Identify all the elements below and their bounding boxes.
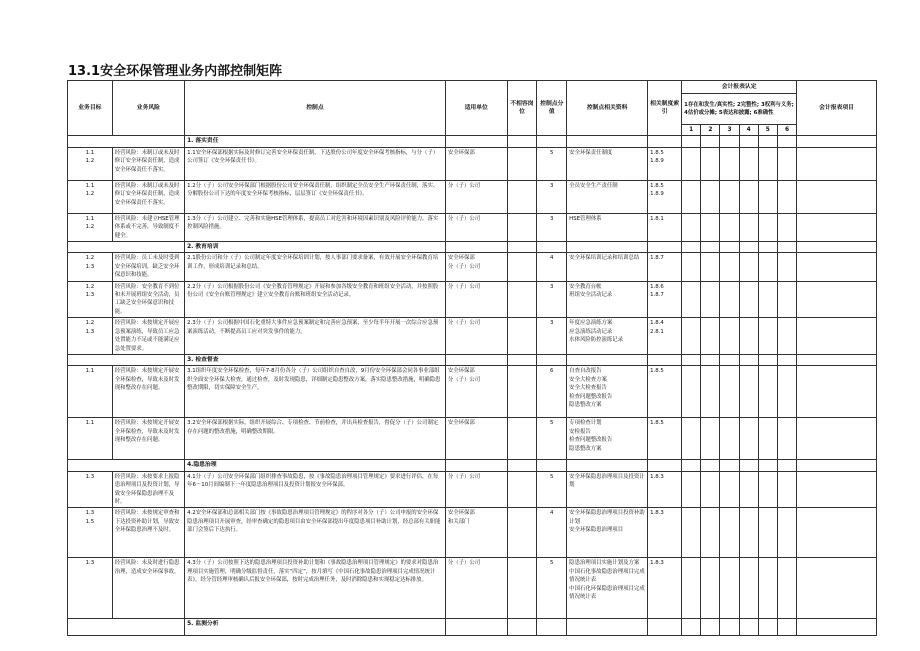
control-cell: 1.2分（子）公司安全环保部门根据股份公司安全环保责任制，组织制定全员安全生产环保责任制，落实、分解股份公司下达的年度安全环保考核指标，层层签订《安全环保责任书》。: [185, 180, 446, 213]
accounting-col-1: 1: [682, 125, 701, 136]
section-spacer: [68, 354, 185, 365]
accounting-check-cell: [682, 213, 701, 241]
materials-cell: 全员安全生产责任制: [567, 180, 648, 213]
accounting-check-cell: [701, 180, 720, 213]
accounting-check-cell: [720, 180, 739, 213]
empty-cell: [537, 460, 567, 471]
accounting-check-cell: [701, 508, 720, 558]
accounting-check-cell: [720, 508, 739, 558]
risk-cell: 经营风险：未按要求上报隐患治理项目及投资计划，导致安全环保隐患治理不及时。: [112, 471, 184, 508]
accounting-check-cell: [777, 318, 796, 355]
accounting-check-cell: [777, 281, 796, 318]
accounting-check-cell: [777, 253, 796, 281]
accounting-check-cell: [682, 508, 701, 558]
table-row: [68, 253, 877, 281]
goal-cell: 1.2 1.3: [68, 318, 113, 355]
accounting-check-cell: [701, 471, 720, 508]
empty-cell: [537, 136, 567, 147]
empty-cell: [777, 354, 796, 365]
empty-cell: [758, 354, 777, 365]
incompatible-cell: [507, 366, 537, 418]
header-goal: 业务目标: [68, 81, 113, 136]
empty-cell: [648, 354, 682, 365]
accounting-check-cell: [682, 281, 701, 318]
empty-cell: [720, 242, 739, 253]
empty-cell: [758, 460, 777, 471]
accounting-check-cell: [739, 281, 758, 318]
empty-cell: [701, 136, 720, 147]
goal-cell: 1.3 1.5: [68, 508, 113, 558]
goal-cell: 1.1 1.2: [68, 213, 113, 241]
accounting-check-cell: [720, 366, 739, 418]
header-unit: 适用单位: [445, 81, 507, 136]
risk-cell: 经营风险：未按规定开展安全环保检查，导致未及时发现和整改存在问题。: [112, 418, 184, 460]
unit-cell: 安全环保部: [445, 418, 507, 460]
empty-cell: [648, 460, 682, 471]
empty-cell: [758, 619, 777, 636]
section-title: 5. 监测分析: [185, 619, 446, 636]
accounting-col-3: 3: [720, 125, 739, 136]
empty-cell: [537, 242, 567, 253]
materials-cell: 安全教育台帐 班组安全活动记录: [567, 281, 648, 318]
accounting-check-cell: [701, 253, 720, 281]
incompatible-cell: [507, 213, 537, 241]
empty-cell: [720, 619, 739, 636]
empty-cell: [445, 136, 507, 147]
materials-cell: 安全环保隐患治理项目及投资计划: [567, 471, 648, 508]
empty-cell: [507, 242, 537, 253]
accounting-check-cell: [720, 558, 739, 619]
accounting-check-cell: [758, 418, 777, 460]
accounting-check-cell: [739, 180, 758, 213]
report-item-cell: [797, 558, 877, 619]
score-cell: 3: [537, 281, 567, 318]
accounting-check-cell: [682, 418, 701, 460]
accounting-check-cell: [758, 366, 777, 418]
index-cell: 1.8.5 1.8.9: [648, 180, 682, 213]
risk-cell: 经营风险：员工未及时受到安全环保培训，缺乏安全环保意识和技能。: [112, 253, 184, 281]
accounting-check-cell: [777, 213, 796, 241]
empty-cell: [648, 136, 682, 147]
accounting-col-5: 5: [758, 125, 777, 136]
accounting-check-cell: [758, 281, 777, 318]
header-report-item: 会计报表项目: [797, 81, 877, 136]
section-row: [68, 136, 877, 147]
report-item-cell: [797, 213, 877, 241]
accounting-check-cell: [758, 318, 777, 355]
materials-cell: 安全环保隐患治理项目投资补助计划 安全环保隐患治理项目: [567, 508, 648, 558]
accounting-check-cell: [682, 366, 701, 418]
empty-cell: [445, 354, 507, 365]
accounting-check-cell: [701, 558, 720, 619]
empty-cell: [797, 619, 877, 636]
report-item-cell: [797, 253, 877, 281]
accounting-check-cell: [701, 418, 720, 460]
report-item-cell: [797, 366, 877, 418]
empty-cell: [537, 619, 567, 636]
report-item-cell: [797, 281, 877, 318]
empty-cell: [720, 460, 739, 471]
empty-cell: [739, 242, 758, 253]
report-item-cell: [797, 418, 877, 460]
empty-cell: [567, 619, 648, 636]
goal-cell: 1.1 1.2: [68, 180, 113, 213]
section-title: 1. 落实责任: [185, 136, 446, 147]
table-row: [68, 471, 877, 508]
accounting-check-cell: [777, 147, 796, 180]
control-matrix-table: [67, 80, 877, 636]
accounting-check-cell: [777, 558, 796, 619]
empty-cell: [777, 242, 796, 253]
incompatible-cell: [507, 558, 537, 619]
accounting-check-cell: [739, 147, 758, 180]
risk-cell: 经营风险：未制订或未及时修订安全环保责任制，造成安全环保责任不落实。: [112, 147, 184, 180]
incompatible-cell: [507, 508, 537, 558]
section-title: 4.隐患治理: [185, 460, 446, 471]
accounting-check-cell: [777, 471, 796, 508]
empty-cell: [701, 242, 720, 253]
table-row: [68, 318, 877, 355]
index-cell: 1.8.6 1.8.7: [648, 281, 682, 318]
empty-cell: [445, 242, 507, 253]
header-materials: 控制点相关资料: [567, 81, 648, 136]
accounting-check-cell: [701, 213, 720, 241]
section-spacer: [68, 242, 185, 253]
empty-cell: [758, 136, 777, 147]
score-cell: 6: [537, 366, 567, 418]
table-row: [68, 366, 877, 418]
empty-cell: [701, 619, 720, 636]
empty-cell: [507, 460, 537, 471]
empty-cell: [777, 136, 796, 147]
accounting-check-cell: [739, 366, 758, 418]
report-item-cell: [797, 508, 877, 558]
accounting-check-cell: [758, 253, 777, 281]
incompatible-cell: [507, 471, 537, 508]
table-row: [68, 213, 877, 241]
empty-cell: [739, 136, 758, 147]
empty-cell: [648, 619, 682, 636]
control-cell: 2.3分（子）公司根据中国石化重特大事件应急预案制定和完善应急预案，至少每半年开展一次综合应急预案演练活动，不断提高员工应对突发事件的能力。: [185, 318, 446, 355]
unit-cell: 安全环保部 和关部门: [445, 508, 507, 558]
accounting-check-cell: [720, 213, 739, 241]
header-accounting: 会计报表认定: [682, 81, 797, 94]
section-row: [68, 619, 877, 636]
accounting-check-cell: [758, 471, 777, 508]
accounting-check-cell: [739, 558, 758, 619]
empty-cell: [739, 619, 758, 636]
accounting-check-cell: [682, 180, 701, 213]
unit-cell: 分（子）公司: [445, 471, 507, 508]
matrix-body: [68, 136, 877, 636]
accounting-check-cell: [758, 213, 777, 241]
table-row: [68, 180, 877, 213]
accounting-check-cell: [701, 281, 720, 318]
unit-cell: 分（子）公司: [445, 558, 507, 619]
risk-cell: 经营风险：未及时进行隐患治理，造成安全环保事故。: [112, 558, 184, 619]
materials-cell: 安全环保培训记录和培训总结: [567, 253, 648, 281]
unit-cell: 分（子）公司: [445, 213, 507, 241]
score-cell: 3: [537, 180, 567, 213]
accounting-check-cell: [758, 180, 777, 213]
table-row: [68, 281, 877, 318]
index-cell: 1.8.7: [648, 253, 682, 281]
section-spacer: [68, 460, 185, 471]
header-index: 相关制度索引: [648, 81, 682, 136]
empty-cell: [758, 242, 777, 253]
incompatible-cell: [507, 418, 537, 460]
empty-cell: [445, 460, 507, 471]
empty-cell: [537, 354, 567, 365]
score-cell: 5: [537, 558, 567, 619]
accounting-check-cell: [720, 281, 739, 318]
index-cell: 1.8.5 1.8.9: [648, 147, 682, 180]
unit-cell: 安全环保部 分（子）公司: [445, 366, 507, 418]
empty-cell: [507, 354, 537, 365]
score-cell: 3: [537, 213, 567, 241]
empty-cell: [567, 136, 648, 147]
accounting-check-cell: [758, 558, 777, 619]
accounting-check-cell: [720, 253, 739, 281]
report-item-cell: [797, 471, 877, 508]
accounting-check-cell: [682, 471, 701, 508]
goal-cell: 1.1: [68, 366, 113, 418]
materials-cell: 安全环保责任制度: [567, 147, 648, 180]
section-title: 2. 教育培训: [185, 242, 446, 253]
section-row: [68, 354, 877, 365]
section-row: [68, 242, 877, 253]
table-row: [68, 558, 877, 619]
score-cell: 5: [537, 471, 567, 508]
accounting-col-6: 6: [777, 125, 796, 136]
empty-cell: [567, 242, 648, 253]
control-cell: 1.3分（子）公司建立、完善和实施HSE管理体系，提高员工对危害和环境因素识别及风险评价能力，落实控制风险措施。: [185, 213, 446, 241]
index-cell: 1.8.3: [648, 471, 682, 508]
goal-cell: 1.2 1.3: [68, 253, 113, 281]
control-cell: 3.2安全环保部根据实际，组织开展综合、专项检查、节前检查，并出具检查报告，督促分（子）公司制定存在问题的整改措施，明确整改期限。: [185, 418, 446, 460]
header-accounting-desc: 1存在和发生/真实性; 2完整性; 3权利与义务; 4估价或分摊; 5表达和披露; 6准确性: [682, 94, 797, 125]
unit-cell: 分（子）公司: [445, 318, 507, 355]
goal-cell: 1.3: [68, 471, 113, 508]
table-row: [68, 147, 877, 180]
risk-cell: 经营风险：未制订或未及时修订安全环保责任制，造成安全环保责任不落实。: [112, 180, 184, 213]
risk-cell: 经营风险：未按规定开展应急预案演练，导致员工应急处置能力不足或不能满足应急处置要求。: [112, 318, 184, 355]
report-item-cell: [797, 318, 877, 355]
empty-cell: [648, 242, 682, 253]
accounting-check-cell: [682, 558, 701, 619]
accounting-check-cell: [720, 147, 739, 180]
goal-cell: 1.3: [68, 558, 113, 619]
index-cell: 1.8.1: [648, 213, 682, 241]
empty-cell: [445, 619, 507, 636]
accounting-check-cell: [739, 213, 758, 241]
accounting-check-cell: [701, 147, 720, 180]
empty-cell: [797, 242, 877, 253]
accounting-check-cell: [777, 508, 796, 558]
empty-cell: [682, 136, 701, 147]
score-cell: 3: [537, 318, 567, 355]
empty-cell: [797, 136, 877, 147]
empty-cell: [682, 619, 701, 636]
unit-cell: 安全环保部: [445, 147, 507, 180]
accounting-check-cell: [682, 318, 701, 355]
empty-cell: [701, 354, 720, 365]
empty-cell: [567, 460, 648, 471]
index-cell: 1.8.5: [648, 418, 682, 460]
goal-cell: 1.1: [68, 418, 113, 460]
report-item-cell: [797, 147, 877, 180]
empty-cell: [739, 460, 758, 471]
empty-cell: [682, 242, 701, 253]
table-row: [68, 418, 877, 460]
control-cell: 2.1股份公司和分（子）公司制定年度安全环保培训计划，按人事部门要求备案，有效开展安全环保教育培训工作，形成培训记录和总结。: [185, 253, 446, 281]
index-cell: 1.8.4 2.8.1: [648, 318, 682, 355]
accounting-check-cell: [701, 318, 720, 355]
unit-cell: 分（子）公司: [445, 180, 507, 213]
accounting-check-cell: [682, 147, 701, 180]
section-row: [68, 460, 877, 471]
materials-cell: 自查自改报告 安全大检查方案 安全大检查报告 检查问题整改报告 隐患整改方案: [567, 366, 648, 418]
unit-cell: 分（子）公司: [445, 281, 507, 318]
empty-cell: [720, 136, 739, 147]
index-cell: 1.8.3: [648, 508, 682, 558]
section-spacer: [68, 136, 185, 147]
accounting-check-cell: [701, 366, 720, 418]
empty-cell: [739, 354, 758, 365]
report-item-cell: [797, 180, 877, 213]
section-spacer: [68, 619, 185, 636]
accounting-check-cell: [777, 418, 796, 460]
incompatible-cell: [507, 180, 537, 213]
risk-cell: 经营风险：未按规定审查和下达投资补助计划，导致安全环保隐患治理不及时。: [112, 508, 184, 558]
page-title: 13.1安全环保管理业务内部控制矩阵: [68, 64, 283, 79]
empty-cell: [567, 354, 648, 365]
score-cell: 4: [537, 508, 567, 558]
empty-cell: [720, 354, 739, 365]
accounting-check-cell: [682, 253, 701, 281]
control-cell: 2.2分（子）公司根据股份公司《安全教育管理规定》开展和参加各级安全教育和班组安全活动，并按照股份公司《安全台账管理规定》建立安全教育台账和班组安全活动记录。: [185, 281, 446, 318]
accounting-check-cell: [739, 318, 758, 355]
header-incompatible: 不相容岗位: [507, 81, 537, 136]
accounting-check-cell: [720, 318, 739, 355]
control-cell: 4.2安全环保部和总部相关部门按《事故隐患治理项目管理规定》的程序对各分（子）公司申报的安全环保隐患治理项目开展审查，经审查确定的隐患项目由安全环保部提出年度隐患项目补助计划，经总部有关职能部门会签后下达执行。: [185, 508, 446, 558]
empty-cell: [797, 460, 877, 471]
score-cell: 4: [537, 253, 567, 281]
empty-cell: [777, 460, 796, 471]
accounting-check-cell: [758, 147, 777, 180]
empty-cell: [507, 619, 537, 636]
control-cell: 4.1分（子）公司安全环保部门组织排查事故隐患，按《事故隐患治理项目管理规定》要求进行评估，在每年6－10月间编制下一年度隐患治理项目及投资计划报安全环保部。: [185, 471, 446, 508]
empty-cell: [682, 460, 701, 471]
materials-cell: 年度应急演练方案 应急演练活动记录 水体风险防控演练记录: [567, 318, 648, 355]
accounting-check-cell: [777, 366, 796, 418]
accounting-check-cell: [720, 418, 739, 460]
empty-cell: [777, 619, 796, 636]
risk-cell: 经营风险：安全教育不到位和未开展班组安全活动，员工缺乏安全环保意识和技能。: [112, 281, 184, 318]
accounting-check-cell: [758, 508, 777, 558]
risk-cell: 经营风险：未建立HSE管理体系或不完善，导致制度不健全。: [112, 213, 184, 241]
materials-cell: 隐患治理项目实施计划及方案 中国石化事故隐患治理项目完成情况统计表 中国石化环保隐患治理项目完成情况统计表: [567, 558, 648, 619]
incompatible-cell: [507, 147, 537, 180]
goal-cell: 1.1 1.2: [68, 147, 113, 180]
score-cell: 5: [537, 147, 567, 180]
index-cell: 1.8.5: [648, 366, 682, 418]
score-cell: 5: [537, 418, 567, 460]
header-risk: 业务风险: [112, 81, 184, 136]
goal-cell: 1.2 1.3: [68, 281, 113, 318]
accounting-check-cell: [739, 508, 758, 558]
accounting-col-4: 4: [739, 125, 758, 136]
unit-cell: 安全环保部 分（子）公司: [445, 253, 507, 281]
accounting-check-cell: [739, 253, 758, 281]
header-control: 控制点: [185, 81, 446, 136]
risk-cell: 经营风险：未按规定开展安全环保检查，导致未及时发现和整改存在问题。: [112, 366, 184, 418]
control-cell: 1.1安全环保部根据实际及时修订完善安全环保责任制，下达股份公司年度安全环保考核指标，与分（子）公司签订《安全环保责任书》。: [185, 147, 446, 180]
index-cell: 1.8.3: [648, 558, 682, 619]
table-row: [68, 508, 877, 558]
accounting-check-cell: [777, 180, 796, 213]
section-title: 3. 检查督查: [185, 354, 446, 365]
incompatible-cell: [507, 281, 537, 318]
header-score: 控制点分值: [537, 81, 567, 136]
accounting-check-cell: [739, 418, 758, 460]
materials-cell: HSE管理体系: [567, 213, 648, 241]
control-cell: 4.3分（子）公司按照下达的隐患治理项目投资补助计划和《事故隐患治理项目管理规定》的要求对隐患治理项目实施管理，明确分级监督责任，落实“四定”，按月填写《中国石化事故隐患治理项目完成情况统计表》，经分管经理审核确认后报安全环保部，按时完成治理任务，及时消除隐患和实现稳定达标排放。: [185, 558, 446, 619]
accounting-col-2: 2: [701, 125, 720, 136]
accounting-check-cell: [739, 471, 758, 508]
accounting-check-cell: [720, 471, 739, 508]
incompatible-cell: [507, 253, 537, 281]
control-cell: 3.1组织年度安全环保检查，每年7-8月份各分（子）公司组织自查自改，9月份安全环保部会同各事业部组织全面安全环保大检查，通过检查，及时发现隐患，详细制定隐患整改方案，落实隐患整改措施，明确隐患整改期限，切实保障安全生产。: [185, 366, 446, 418]
incompatible-cell: [507, 318, 537, 355]
empty-cell: [797, 354, 877, 365]
empty-cell: [701, 460, 720, 471]
materials-cell: 专项检查计划 安检报告 检查问题整改报告 隐患整改方案: [567, 418, 648, 460]
empty-cell: [507, 136, 537, 147]
empty-cell: [682, 354, 701, 365]
